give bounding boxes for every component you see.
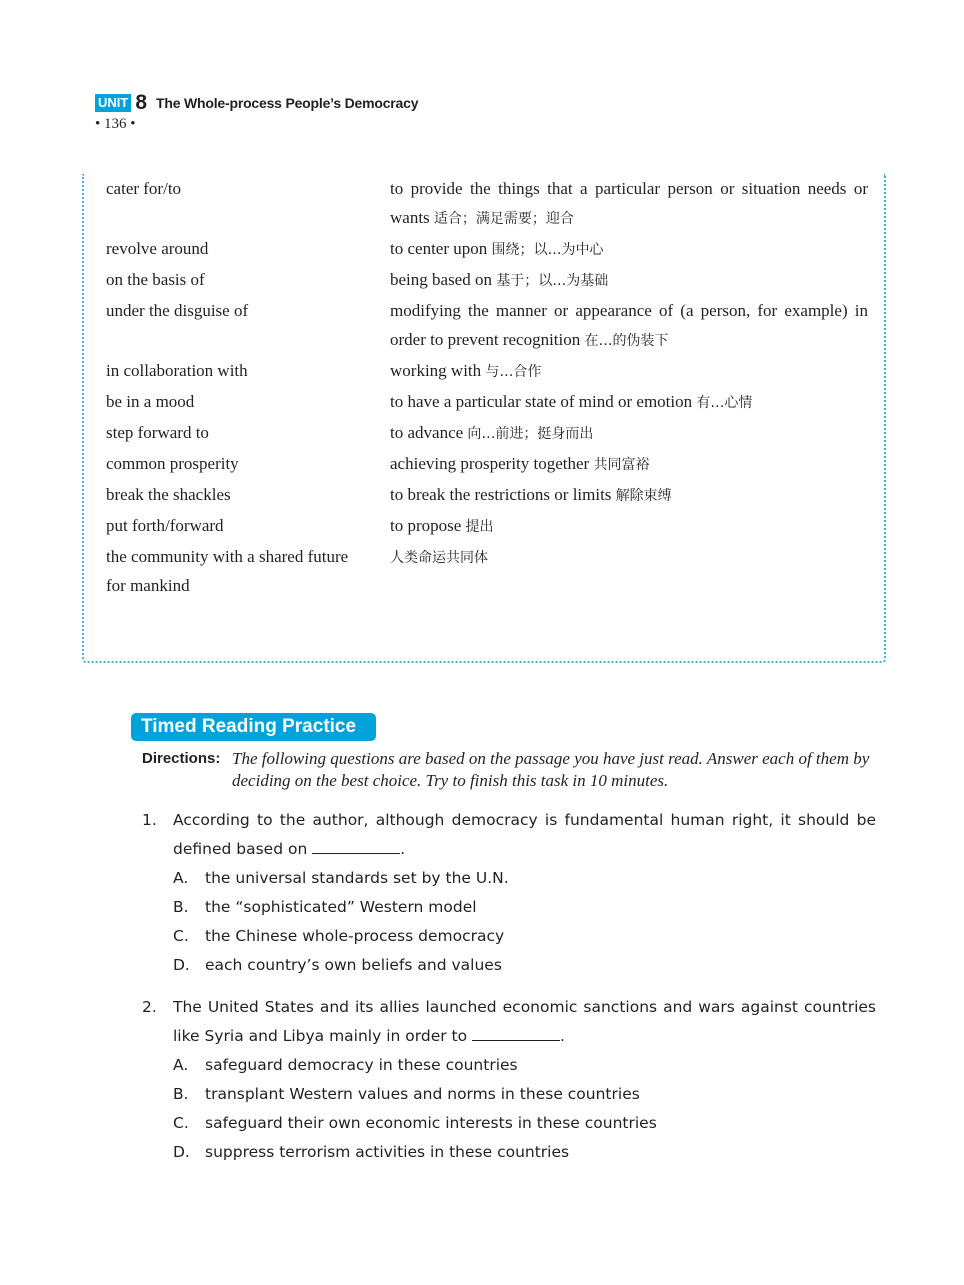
vocab-definition: achieving prosperity together 共同富裕 [390, 454, 650, 473]
option-text: safeguard their own economic interests in these countries [205, 1114, 657, 1132]
vocab-definition: to have a particular state of mind or emotion 有…心情 [390, 392, 753, 411]
vocab-chinese: 围绕；以…为中心 [491, 242, 604, 258]
option-d[interactable] [142, 951, 876, 980]
unit-number: 8 [135, 91, 148, 114]
vocab-definition [390, 542, 868, 600]
option-c[interactable] [142, 1109, 876, 1138]
option-a[interactable] [142, 1051, 876, 1080]
question-2 [142, 993, 876, 1167]
section-title-tab: Timed Reading Practice [131, 713, 376, 741]
vocab-term: cater for/to [106, 179, 182, 198]
question-stem [142, 806, 876, 864]
vocab-row [106, 480, 868, 511]
vocab-definition: to break the restrictions or limits 解除束缚 [390, 485, 672, 504]
vocab-definition: being based on 基于；以…为基础 [390, 270, 609, 289]
question-1 [142, 806, 876, 980]
vocab-row [106, 449, 868, 480]
vocab-row [106, 265, 868, 296]
vocab-chinese: 在…的伪装下 [584, 333, 669, 349]
vocab-chinese: 共同富裕 [593, 457, 650, 473]
option-b[interactable] [142, 1080, 876, 1109]
vocab-term: revolve around [106, 239, 209, 258]
directions-text: The following questions are based on the passage you have just read. Answer each of them by deciding on the best choice. Try to finish this task in 10 minutes. [232, 749, 870, 790]
unit-title: The Whole-process People’s Democracy [156, 95, 419, 111]
option-letter: B. [173, 1085, 189, 1103]
vocab-term: be in a mood [106, 392, 195, 411]
vocab-chinese: 解除束缚 [615, 488, 672, 504]
option-letter: A. [173, 869, 189, 887]
question-text: According to the author, although democracy is fundamental human right, it should be defined based on . [173, 811, 876, 858]
option-letter: B. [173, 898, 189, 916]
unit-line [95, 91, 418, 115]
vocab-definition: to advance 向…前进；挺身而出 [390, 423, 594, 442]
vocabulary-list [106, 174, 868, 600]
vocab-term: under the disguise of [106, 301, 249, 320]
option-text: safeguard democracy in these countries [205, 1056, 518, 1074]
option-d[interactable] [142, 1138, 876, 1167]
vocab-definition: working with 与…合作 [390, 361, 542, 380]
directions [142, 748, 876, 792]
vocab-definition: to propose 提出 [390, 516, 494, 535]
vocab-row [106, 234, 868, 265]
vocab-row [106, 542, 868, 600]
option-letter: A. [173, 1056, 189, 1074]
option-text: each country’s own beliefs and values [205, 956, 502, 974]
vocab-term: on the basis of [106, 270, 205, 289]
vocab-row [106, 296, 868, 356]
question-number: 1. [142, 811, 157, 829]
option-text: the “sophisticated” Western model [205, 898, 477, 916]
vocab-chinese: 向…前进；挺身而出 [467, 426, 594, 442]
option-letter: D. [173, 1143, 190, 1161]
page-number: • 136 • [95, 116, 136, 132]
answer-blank [472, 1024, 560, 1041]
question-stem [142, 993, 876, 1051]
vocab-chinese: 适合；满足需要；迎合 [433, 211, 574, 227]
vocab-row [106, 174, 868, 234]
vocab-chinese: 与…合作 [485, 364, 542, 380]
vocab-term: in collaboration with [106, 361, 248, 380]
vocab-row [106, 511, 868, 542]
vocab-row [106, 387, 868, 418]
page-header [95, 91, 418, 133]
directions-row [142, 748, 876, 792]
option-a[interactable] [142, 864, 876, 893]
vocab-term: the community with a shared future for mankind [106, 547, 349, 595]
vocab-term: put forth/forward [106, 516, 224, 535]
vocab-row [106, 356, 868, 387]
option-letter: C. [173, 1114, 189, 1132]
answer-blank [312, 837, 400, 854]
question-number: 2. [142, 998, 157, 1016]
vocab-chinese: 基于；以…为基础 [496, 273, 609, 289]
vocab-definition: to center upon 围绕；以…为中心 [390, 239, 604, 258]
vocab-chinese: 有…心情 [696, 395, 753, 411]
option-text: the universal standards set by the U.N. [205, 869, 509, 887]
option-b[interactable] [142, 893, 876, 922]
option-text: the Chinese whole-process democracy [205, 927, 505, 945]
question-text: The United States and its allies launched economic sanctions and wars against countries like Syria and Libya mainly in order to . [173, 998, 876, 1045]
vocab-definition: modifying the manner or appearance of (a person, for example) in order to prevent recognition 在…的伪装下 [390, 301, 868, 349]
vocab-definition: to provide the things that a particular person or situation needs or wants 适合；满足需要；迎合 [390, 179, 868, 227]
option-text: suppress terrorism activities in these countries [205, 1143, 570, 1161]
vocab-chinese: 人类命运共同体 [390, 550, 488, 566]
unit-badge: UNIT [95, 94, 131, 112]
option-text: transplant Western values and norms in these countries [205, 1085, 640, 1103]
vocab-chinese: 提出 [465, 519, 494, 535]
option-letter: C. [173, 927, 189, 945]
option-letter: D. [173, 956, 190, 974]
vocab-term: common prosperity [106, 454, 239, 473]
option-c[interactable] [142, 922, 876, 951]
vocabulary-box [82, 174, 886, 663]
vocab-term: break the shackles [106, 485, 231, 504]
vocab-row [106, 418, 868, 449]
directions-label: Directions: [142, 750, 221, 767]
vocab-term: step forward to [106, 423, 209, 442]
